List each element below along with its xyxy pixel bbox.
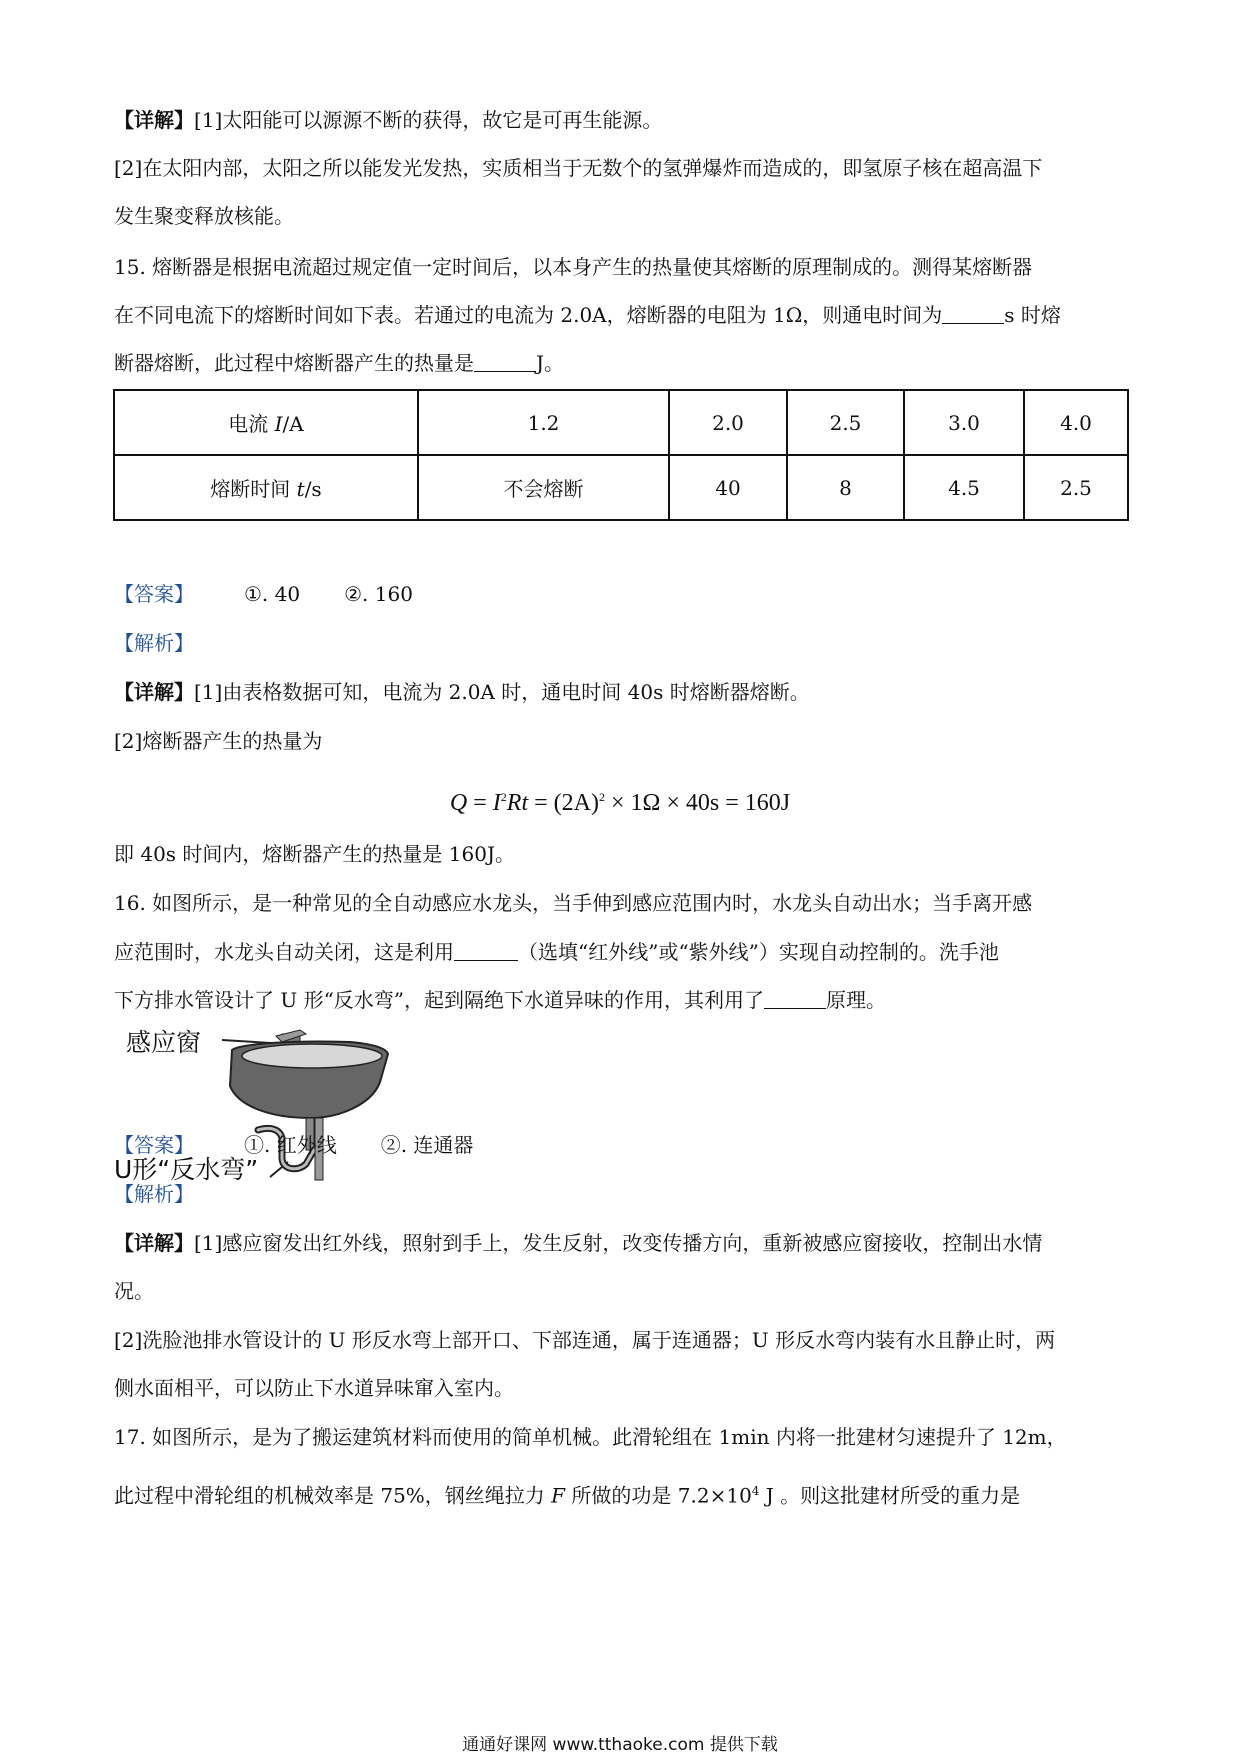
q16-answer: 【答案】 ①. 红外线 ②. 连通器 bbox=[114, 1133, 474, 1157]
table-cell: 4.0 bbox=[1024, 390, 1128, 455]
heat-formula: $Q = I^2Rt = (2A)^2 \times 1\Omega \times 40s = 160J$ bbox=[449, 790, 791, 816]
fuse-data-table bbox=[113, 389, 1129, 521]
row-label-time: 熔断时间 t/s bbox=[114, 455, 418, 520]
q16-detail-line-3: [2]洗脸池排水管设计的 U 形反水弯上部开口、下部连通，属于连通器；U 形反水弯内装有水且静止时，两 bbox=[114, 1328, 1056, 1352]
answer-blank-1[interactable] bbox=[942, 303, 1004, 324]
q16-analysis-tag: 【解析】 bbox=[114, 1182, 194, 1206]
q15-question-line-3: 断器熔断，此过程中熔断器产生的热量是 J。 bbox=[114, 351, 565, 375]
q16-question-line-1: 16. 如图所示，是一种常见的全自动感应水龙头，当手伸到感应范围内时，水龙头自动出水；当手离开感 bbox=[114, 891, 1033, 915]
table-row bbox=[114, 390, 1128, 455]
q14-detail-line-1: 【详解】[1]太阳能可以源源不断的获得，故它是可再生能源。 bbox=[114, 108, 663, 132]
answer-tag: 【答案】 bbox=[114, 582, 194, 606]
answer-blank-2[interactable] bbox=[474, 351, 536, 372]
table-cell: 2.5 bbox=[1024, 455, 1128, 520]
q16-detail-line-1: 【详解】[1]感应窗发出红外线，照射到手上，发生反射，改变传播方向，重新被感应窗接收，控制出水情 bbox=[114, 1231, 1043, 1255]
table-cell: 8 bbox=[787, 455, 904, 520]
q17-question-line-1: 17. 如图所示，是为了搬运建筑材料而使用的简单机械。此滑轮组在 1min 内将一批建材匀速提升了 12m， bbox=[114, 1425, 1067, 1449]
table-cell: 4.5 bbox=[904, 455, 1024, 520]
table-cell: 2.0 bbox=[669, 390, 787, 455]
q15-question-line-2: 在不同电流下的熔断时间如下表。若通过的电流为 2.0A，熔断器的电阻为 1Ω，则通电时间为 s 时熔 bbox=[114, 303, 1061, 327]
table-cell: 不会熔断 bbox=[418, 455, 669, 520]
q14-detail-line-2: [2]在太阳内部，太阳之所以能发光发热，实质相当于无数个的氢弹爆炸而造成的，即氢原子核在超高温下 bbox=[114, 156, 1043, 180]
answer-blank-4[interactable] bbox=[764, 988, 826, 1009]
q15-answer: 【答案】 ①. 40 ②. 160 bbox=[114, 582, 413, 606]
table-cell: 3.0 bbox=[904, 390, 1024, 455]
row-label-current: 电流 I/A bbox=[114, 390, 418, 455]
q15-question-line-1: 15. 熔断器是根据电流超过规定值一定时间后，以本身产生的热量使其熔断的原理制成的。测得某熔断器 bbox=[114, 255, 1033, 279]
q14-detail-line-3: 发生聚变释放核能。 bbox=[114, 204, 294, 228]
q15-detail-line-2: [2]熔断器产生的热量为 bbox=[114, 729, 323, 753]
table-cell: 40 bbox=[669, 455, 787, 520]
figure-label-u-trap: U形“反水弯” bbox=[114, 1155, 259, 1184]
q16-question-line-3: 下方排水管设计了 U 形“反水弯”，起到隔绝下水道异味的作用，其利用了 原理。 bbox=[114, 988, 887, 1012]
q15-detail-line-1: 【详解】[1]由表格数据可知，电流为 2.0A 时，通电时间 40s 时熔断器熔断。 bbox=[114, 680, 810, 704]
q17-question-line-2: 此过程中滑轮组的机械效率是 75%，钢丝绳拉力 F 所做的功是 $7.2\times 10^4$ J 。则这批建材所受的重力是 bbox=[114, 1483, 1021, 1508]
answer-blank-3[interactable] bbox=[454, 940, 518, 961]
q16-question-line-2: 应范围时，水龙头自动关闭，这是利用 （选填“红外线”或“紫外线”）实现自动控制的。洗手池 bbox=[114, 940, 999, 964]
table-cell: 1.2 bbox=[418, 390, 669, 455]
q15-conclusion: 即 40s 时间内，熔断器产生的热量是 160J。 bbox=[114, 842, 515, 866]
q16-detail-line-2: 况。 bbox=[114, 1279, 154, 1303]
sink-figure bbox=[110, 1022, 400, 1192]
q15-analysis-tag: 【解析】 bbox=[114, 631, 194, 655]
detail-tag: 【详解】 bbox=[114, 1231, 194, 1255]
table-row bbox=[114, 455, 1128, 520]
page-footer: 通通好课网 www.tthaoke.com 提供下载 bbox=[462, 1735, 778, 1755]
detail-tag: 【详解】 bbox=[114, 108, 194, 132]
figure-label-sensor-window: 感应窗 bbox=[126, 1028, 202, 1057]
detail-tag: 【详解】 bbox=[114, 680, 194, 704]
answer-tag: 【答案】 bbox=[114, 1133, 194, 1157]
table-cell: 2.5 bbox=[787, 390, 904, 455]
q16-detail-line-4: 侧水面相平，可以防止下水道异味窜入室内。 bbox=[114, 1376, 514, 1400]
